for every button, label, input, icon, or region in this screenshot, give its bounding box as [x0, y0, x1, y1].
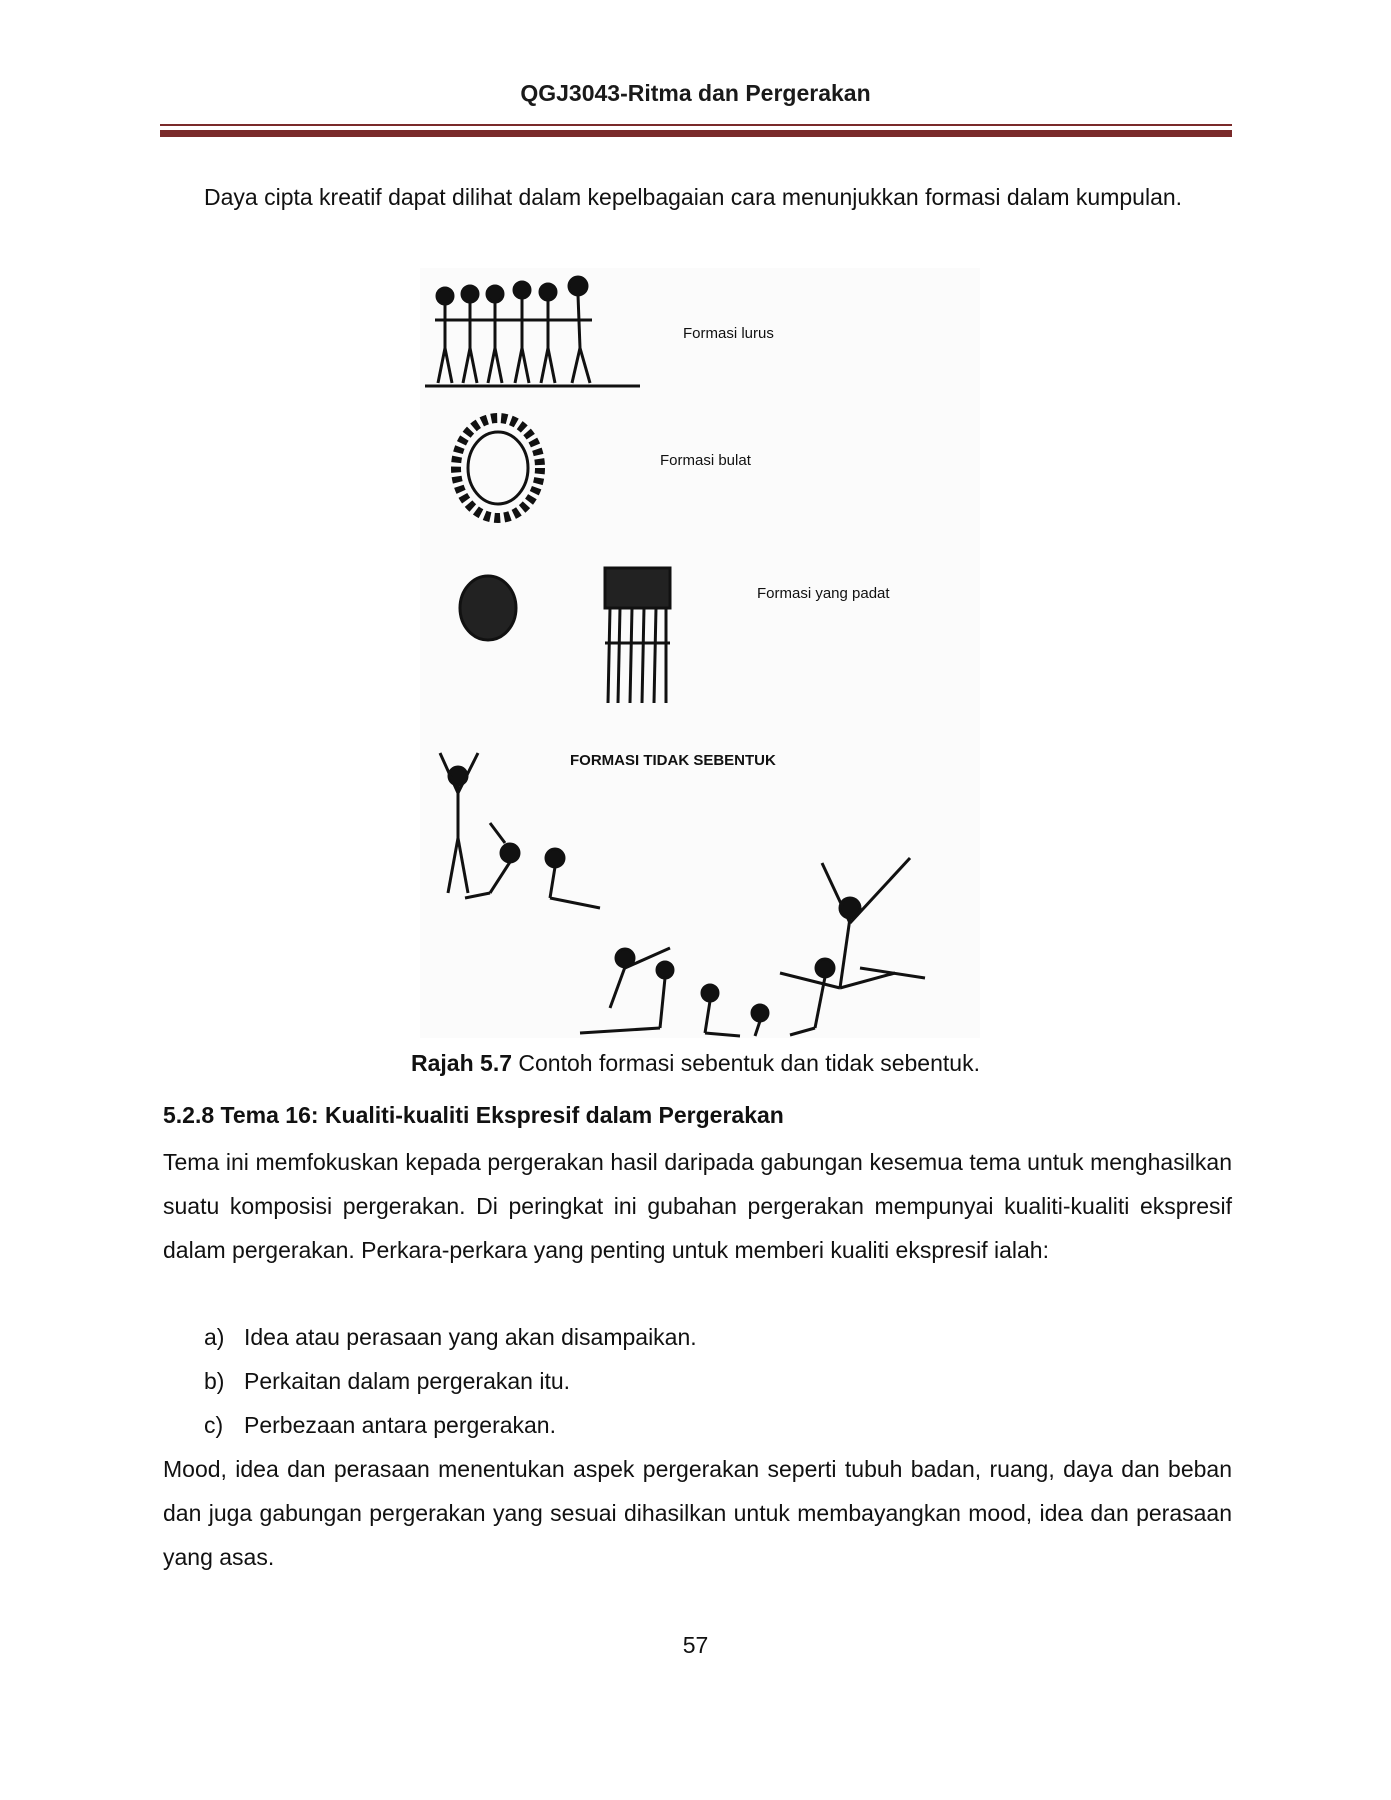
irregular-formation-drawing [440, 753, 925, 1036]
figure-caption-label: Rajah 5.7 [411, 1050, 513, 1076]
section-paragraph-2: Mood, idea dan perasaan menentukan aspek pergerakan seperti tubuh badan, ruang, daya dan beban dan juga gabungan pergerakan yang sesuai dihasilkan untuk membayangkan mood, idea dan perasaan yang asas. [163, 1456, 1232, 1570]
list-item [204, 1315, 697, 1359]
running-header-title: QGJ3043-Ritma dan Pergerakan [520, 80, 871, 106]
label-formasi-tidak-sebentuk: FORMASI TIDAK SEBENTUK [570, 752, 776, 769]
list-item-text: Idea atau perasaan yang akan disampaikan. [244, 1324, 697, 1350]
formation-figure [420, 268, 980, 1038]
expressive-quality-list [204, 1315, 697, 1447]
intro-paragraph: Daya cipta kreatif dapat dilihat dalam kepelbagaian cara menunjukkan formasi dalam kumpulan. [204, 184, 1183, 210]
section-heading: 5.2.8 Tema 16: Kualiti-kualiti Ekspresif dalam Pergerakan [163, 1102, 784, 1128]
figure-caption-text: Contoh formasi sebentuk dan tidak sebentuk. [512, 1050, 980, 1076]
straight-formation-drawing [425, 277, 640, 386]
circle-formation-drawing [456, 418, 540, 518]
label-formasi-lurus: Formasi lurus [683, 325, 774, 342]
list-item-text: Perkaitan dalam pergerakan itu. [244, 1368, 571, 1394]
page-number: 57 [682, 1632, 709, 1658]
label-formasi-bulat: Formasi bulat [660, 452, 751, 469]
list-marker: b) [204, 1368, 225, 1394]
list-item-text: Perbezaan antara pergerakan. [244, 1412, 556, 1438]
header-rule-thin [160, 124, 1232, 126]
list-item [204, 1359, 697, 1403]
compact-formation-drawing [460, 568, 670, 703]
list-marker: c) [204, 1412, 224, 1438]
list-marker: a) [204, 1324, 225, 1350]
label-formasi-padat: Formasi yang padat [757, 585, 890, 602]
section-paragraph-1: Tema ini memfokuskan kepada pergerakan hasil daripada gabungan kesemua tema untuk menghasilkan suatu komposisi pergerakan. Di peringkat ini gubahan pergerakan mempunyai kualiti-kualiti ekspresif dalam pergerakan. Perkara-perkara yang penting untuk memberi kualiti ekspresif ialah: [163, 1149, 1232, 1263]
header-rule-thick [160, 130, 1232, 137]
list-item [204, 1403, 697, 1447]
formation-illustration [420, 268, 980, 1038]
figure-caption [0, 1050, 1391, 1077]
